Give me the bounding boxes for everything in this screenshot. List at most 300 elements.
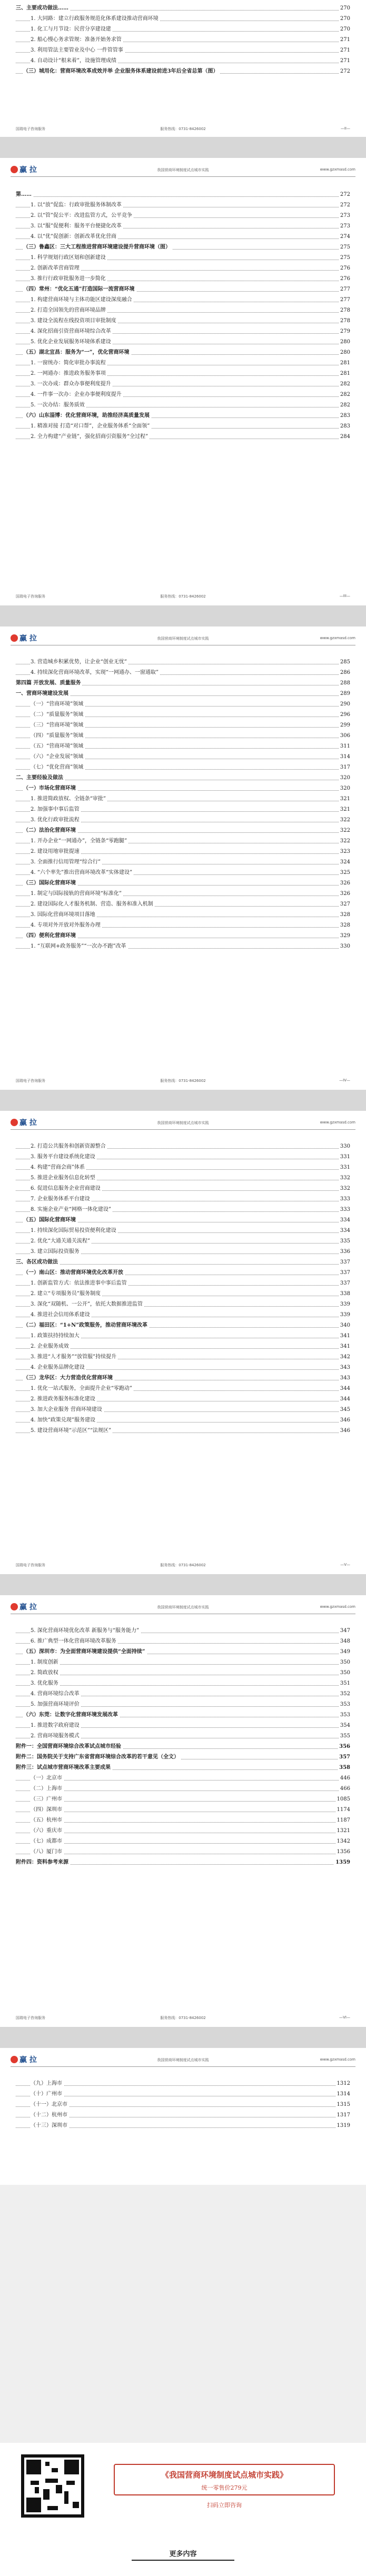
toc-entry-title: 2. 打造公共服务和创新资源整合 bbox=[31, 1141, 107, 1152]
toc-entry-title: 4. 持续深化营商环境改革，实现“一网通办、一窗通取” bbox=[31, 668, 160, 678]
toc-entry[interactable] bbox=[16, 1720, 350, 1731]
toc-entry[interactable] bbox=[16, 190, 350, 200]
toc-entry-page: 336 bbox=[339, 1247, 350, 1257]
header-url[interactable]: www.gzxmasd.com bbox=[320, 1120, 355, 1125]
toc-entry[interactable] bbox=[16, 836, 350, 847]
toc-entry[interactable] bbox=[16, 1257, 350, 1268]
toc-entry[interactable] bbox=[16, 2121, 350, 2131]
toc-entry-title: 1. 政策扶持持续加大 bbox=[31, 1331, 81, 1341]
toc-list bbox=[16, 190, 350, 442]
toc-entry-title: 2. 建设用地审批提速 bbox=[31, 847, 81, 857]
toc-entry[interactable] bbox=[16, 1689, 350, 1699]
toc-entry[interactable] bbox=[16, 731, 350, 741]
toc-entry[interactable] bbox=[16, 857, 350, 868]
toc-entry[interactable] bbox=[16, 1857, 350, 1868]
toc-entry[interactable] bbox=[16, 794, 350, 804]
toc-entry-page: 280 bbox=[339, 337, 350, 347]
toc-entry-page: 1319 bbox=[335, 2121, 350, 2131]
toc-entry-title: 1. 以“放”促监：行政审批服务体制改革 bbox=[31, 200, 123, 211]
toc-entry-page: 277 bbox=[339, 284, 350, 295]
toc-entry[interactable] bbox=[16, 316, 350, 326]
toc-entry[interactable] bbox=[16, 773, 350, 783]
toc-entry-title: 3. 推进“人才服务”“放管服”持续提升 bbox=[31, 1352, 118, 1362]
toc-entry-page: 281 bbox=[339, 369, 350, 379]
toc-entry-page: 1315 bbox=[335, 2100, 350, 2110]
toc-entry[interactable] bbox=[16, 815, 350, 825]
toc-entry-title: 5. 推进企业服务信息化转型 bbox=[31, 1173, 97, 1183]
page-footer bbox=[16, 2015, 350, 2022]
toc-entry-page: 350 bbox=[339, 1657, 350, 1668]
toc-entry-page: 306 bbox=[339, 731, 350, 741]
toc-entry-page: 286 bbox=[339, 668, 350, 678]
toc-entry[interactable] bbox=[16, 1815, 350, 1826]
toc-entry[interactable] bbox=[16, 3, 350, 14]
toc-entry-title: 1. 持续深化国际贸易投资便利化建设 bbox=[31, 1226, 118, 1236]
toc-entry-title: 5. 加强营商环境评价 bbox=[31, 1699, 81, 1710]
toc-entry[interactable] bbox=[16, 1657, 350, 1668]
toc-entry-title: 2. 打造全国领先的营商环境品牌 bbox=[31, 305, 107, 316]
qr-code-icon[interactable] bbox=[21, 2454, 84, 2518]
toc-entry[interactable] bbox=[16, 1636, 350, 1647]
toc-entry[interactable] bbox=[16, 358, 350, 369]
toc-entry-title: 4. 深化招商引资营商环境综合改革 bbox=[31, 326, 113, 337]
toc-entry[interactable] bbox=[16, 1299, 350, 1310]
footer-hotline: 服务热线：0731-8426002 bbox=[160, 2016, 206, 2020]
toc-entry-page: 323 bbox=[339, 847, 350, 857]
toc-entry[interactable] bbox=[16, 326, 350, 337]
toc-entry[interactable] bbox=[16, 1426, 350, 1436]
toc-entry[interactable] bbox=[16, 379, 350, 390]
toc-entry-title: 1. 推进数字政府建设 bbox=[31, 1720, 81, 1731]
toc-entry[interactable] bbox=[16, 232, 350, 242]
toc-entry[interactable] bbox=[16, 1352, 350, 1362]
toc-entry[interactable] bbox=[16, 1405, 350, 1415]
footer-hotline: 服务热线：0731-8426002 bbox=[160, 594, 206, 599]
toc-entry[interactable] bbox=[16, 1678, 350, 1689]
toc-entry[interactable] bbox=[16, 295, 350, 305]
toc-entry[interactable] bbox=[16, 1784, 350, 1794]
toc-entry-page: 281 bbox=[339, 358, 350, 369]
toc-entry-title: 第四篇 开放发展、质量服务 bbox=[16, 678, 82, 689]
toc-entry[interactable] bbox=[16, 699, 350, 710]
toc-entry[interactable] bbox=[16, 678, 350, 689]
toc-entry[interactable] bbox=[16, 1226, 350, 1236]
toc-entry[interactable] bbox=[16, 305, 350, 316]
toc-entry-page: 328 bbox=[339, 910, 350, 920]
toc-entry-title: 2. 以“管”促公平：改进监管方式，公平竞争 bbox=[31, 211, 134, 221]
page-header bbox=[11, 1116, 355, 1130]
toc-entry-title: （四）常州：“优化五通”打造国际一流营商环境 bbox=[23, 284, 136, 295]
toc-entry-page: 1321 bbox=[335, 1826, 350, 1836]
toc-entry-page: 1314 bbox=[335, 2089, 350, 2100]
toc-entry-title: 3. 建设全流程在线投资项目审批制度 bbox=[31, 316, 118, 326]
toc-entry-page: 282 bbox=[339, 400, 350, 411]
toc-entry-title: 3. 优化服务 bbox=[31, 1678, 60, 1689]
toc-entry[interactable] bbox=[16, 899, 350, 910]
toc-entry[interactable] bbox=[16, 1647, 350, 1657]
toc-entry-title: 1. 创新监管方式：依法推进事中事后监管 bbox=[31, 1278, 128, 1289]
toc-entry[interactable] bbox=[16, 1773, 350, 1784]
toc-entry-page: 331 bbox=[339, 1162, 350, 1173]
header-url[interactable]: www.gzxmasd.com bbox=[320, 636, 355, 640]
toc-entry-page: 289 bbox=[339, 689, 350, 699]
header-title: 我国营商环境制度试点城市实践 bbox=[157, 2058, 209, 2062]
more-content-heading: 更多内容 bbox=[169, 2550, 197, 2558]
toc-entry-title: 1. 化工与月节设：民营分享建设建 bbox=[31, 24, 113, 35]
document-page-1 bbox=[0, 0, 366, 137]
toc-entry[interactable] bbox=[16, 347, 350, 358]
toc-entry[interactable] bbox=[16, 689, 350, 699]
toc-entry[interactable] bbox=[16, 2078, 350, 2089]
toc-entry-title: 附件一：全国营商环境综合改革试点城市经验 bbox=[16, 1742, 123, 1752]
toc-entry-title: （五）湖北宜昌：服务为“一”，优化营商环境 bbox=[23, 347, 131, 358]
toc-entry[interactable] bbox=[16, 221, 350, 232]
publisher-logo: 赢 拉 bbox=[11, 2054, 37, 2065]
toc-entry-title: （五）国际化营商环境 bbox=[23, 1215, 77, 1226]
toc-entry[interactable] bbox=[16, 2110, 350, 2121]
toc-entry-page: 270 bbox=[339, 3, 350, 14]
toc-entry[interactable] bbox=[16, 1215, 350, 1226]
toc-list bbox=[16, 1626, 350, 1868]
toc-entry-page: 330 bbox=[339, 941, 350, 952]
toc-entry[interactable] bbox=[16, 284, 350, 295]
toc-entry-title: 2. 加强事中事后监管 bbox=[31, 804, 81, 815]
toc-entry-page: 270 bbox=[339, 14, 350, 24]
qr-module bbox=[64, 2491, 68, 2504]
toc-entry[interactable] bbox=[16, 1310, 350, 1320]
toc-entry-title: 1. 构建营商环境与主体功能区建设深度融合 bbox=[31, 295, 134, 305]
toc-entry-page: 321 bbox=[339, 794, 350, 804]
publisher-logo: 赢 拉 bbox=[11, 164, 37, 175]
toc-entry-title: 5. 深化营商环境优化改革 新服务与“服务能力” bbox=[31, 1626, 141, 1636]
toc-entry-title: （六）山东淄博：优化营商环境，助推经济高质量发展 bbox=[23, 411, 151, 421]
toc-entry-title: （十二）杭州市 bbox=[31, 2110, 69, 2121]
toc-entry-page: 339 bbox=[339, 1299, 350, 1310]
toc-entry[interactable] bbox=[16, 1794, 350, 1805]
footer-company: 国瑞电子咨询服务 bbox=[16, 127, 45, 131]
toc-entry[interactable] bbox=[16, 920, 350, 931]
toc-entry[interactable] bbox=[16, 741, 350, 752]
toc-entry[interactable] bbox=[16, 24, 350, 35]
toc-entry-title: （三）鲁鑫区：三大工程推进营商环境建设提升营商环境（图） bbox=[23, 242, 172, 253]
toc-entry-page: 337 bbox=[339, 1278, 350, 1289]
toc-entry-page: 278 bbox=[339, 305, 350, 316]
toc-entry[interactable] bbox=[16, 931, 350, 941]
toc-entry-title: 6. 促进信息服务企业营商建设 bbox=[31, 1183, 102, 1194]
toc-entry-page: 317 bbox=[339, 762, 350, 773]
toc-entry[interactable] bbox=[16, 14, 350, 24]
header-url[interactable]: www.gzxmasd.com bbox=[320, 167, 355, 172]
toc-entry-title: （一）“营商环境”领域 bbox=[31, 699, 85, 710]
toc-entry[interactable] bbox=[16, 2089, 350, 2100]
toc-entry-page: 358 bbox=[338, 1763, 350, 1773]
toc-entry-page: 346 bbox=[339, 1415, 350, 1426]
toc-entry[interactable] bbox=[16, 1268, 350, 1278]
header-url[interactable]: www.gzxmasd.com bbox=[320, 1605, 355, 1609]
toc-entry-page: 282 bbox=[339, 379, 350, 390]
header-title: 我国营商环境制度试点城市实践 bbox=[157, 636, 209, 641]
toc-entry[interactable] bbox=[16, 390, 350, 400]
toc-entry-title: （四）“质量服务”领域 bbox=[31, 731, 85, 741]
toc-entry[interactable] bbox=[16, 1362, 350, 1373]
toc-entry[interactable] bbox=[16, 1331, 350, 1341]
footer-page-number: —VI— bbox=[339, 2015, 350, 2020]
toc-entry-title: 3. 营造城乡积累优势，让企业“创业无忧” bbox=[31, 657, 128, 668]
toc-entry[interactable] bbox=[16, 1752, 350, 1763]
toc-entry-page: 343 bbox=[339, 1373, 350, 1384]
footer-hotline: 服务热线：0731-8426002 bbox=[160, 127, 206, 131]
toc-entry-title: 3. 推行行政审批服务进一步简化 bbox=[31, 274, 107, 284]
toc-entry-page: 354 bbox=[339, 1720, 350, 1731]
toc-entry-page: 353 bbox=[339, 1699, 350, 1710]
toc-entry[interactable] bbox=[16, 1384, 350, 1394]
qr-module bbox=[52, 2468, 58, 2472]
toc-entry-title: （三）国际化营商环境 bbox=[23, 878, 77, 889]
toc-entry-title: 3. 服务平台建设系统化建设 bbox=[31, 1152, 97, 1162]
toc-entry[interactable] bbox=[16, 1162, 350, 1173]
footer-company: 国瑞电子咨询服务 bbox=[16, 594, 45, 599]
toc-entry-title: 附件四：资料参考来源 bbox=[16, 1857, 70, 1868]
toc-entry-page: 352 bbox=[339, 1689, 350, 1699]
toc-entry-title: 1. 大同路：建立行政服务规范化体系建设推动营商环境 bbox=[31, 14, 160, 24]
toc-entry[interactable] bbox=[16, 710, 350, 720]
toc-entry-page: 334 bbox=[339, 1226, 350, 1236]
toc-entry-title: （九）上海市 bbox=[31, 2078, 64, 2089]
toc-entry[interactable] bbox=[16, 657, 350, 668]
toc-list bbox=[16, 1141, 350, 1436]
toc-entry-page: 320 bbox=[339, 783, 350, 794]
toc-entry[interactable] bbox=[16, 878, 350, 889]
toc-entry-title: 4. 构建“营商会商”体系 bbox=[31, 1162, 86, 1173]
toc-entry[interactable] bbox=[16, 369, 350, 379]
page-header bbox=[11, 1600, 355, 1614]
toc-entry-title: （五）“营商环境”领域 bbox=[31, 741, 85, 752]
toc-entry[interactable] bbox=[16, 253, 350, 263]
toc-entry[interactable] bbox=[16, 889, 350, 899]
toc-entry-page: 1085 bbox=[335, 1794, 350, 1805]
page-gap bbox=[0, 2027, 366, 2048]
toc-entry[interactable] bbox=[16, 1247, 350, 1257]
toc-entry[interactable] bbox=[16, 941, 350, 952]
toc-entry-title: 2. 船心慢心务求管规：准备开始务求管 bbox=[31, 35, 123, 45]
qr-module bbox=[56, 2485, 62, 2493]
toc-entry[interactable] bbox=[16, 2100, 350, 2110]
toc-entry[interactable] bbox=[16, 1836, 350, 1847]
toc-entry-title: （六）“企业发展”领域 bbox=[31, 752, 85, 762]
toc-entry-page: 1356 bbox=[335, 1847, 350, 1857]
toc-entry[interactable] bbox=[16, 421, 350, 432]
toc-entry[interactable] bbox=[16, 1373, 350, 1384]
toc-entry-page: 1312 bbox=[335, 2078, 350, 2089]
toc-entry-title: 2. 营商环境服务模式 bbox=[31, 1731, 81, 1742]
page-header bbox=[11, 2053, 355, 2067]
toc-entry-page: 276 bbox=[339, 274, 350, 284]
toc-entry[interactable] bbox=[16, 1847, 350, 1857]
toc-entry-title: 4. 专项对外开放对外服务办理 bbox=[31, 920, 102, 931]
toc-entry-page: 328 bbox=[339, 920, 350, 931]
toc-entry[interactable] bbox=[16, 1141, 350, 1152]
toc-entry-page: 338 bbox=[339, 1289, 350, 1299]
toc-entry-page: 333 bbox=[339, 1205, 350, 1215]
toc-entry[interactable] bbox=[16, 868, 350, 878]
toc-entry-title: （十）广州市 bbox=[31, 2089, 64, 2100]
toc-entry-title: （十一）北京市 bbox=[31, 2100, 69, 2110]
toc-entry-page: 283 bbox=[339, 411, 350, 421]
toc-entry-title: （三）广州市 bbox=[31, 1794, 64, 1805]
footer-page-number: —III— bbox=[339, 594, 350, 598]
toc-entry[interactable] bbox=[16, 1626, 350, 1636]
toc-entry-page: 330 bbox=[339, 1141, 350, 1152]
toc-entry[interactable] bbox=[16, 1699, 350, 1710]
toc-entry[interactable] bbox=[16, 1394, 350, 1405]
toc-entry[interactable] bbox=[16, 45, 350, 56]
toc-entry-title: （八）厦门市 bbox=[31, 1847, 64, 1857]
toc-entry[interactable] bbox=[16, 400, 350, 411]
book-title: 《我国营商环境制度试点城市实践》 bbox=[161, 2470, 288, 2480]
toc-entry[interactable] bbox=[16, 1668, 350, 1678]
toc-entry[interactable] bbox=[16, 1763, 350, 1773]
toc-entry[interactable] bbox=[16, 752, 350, 762]
toc-entry[interactable] bbox=[16, 274, 350, 284]
toc-entry-title: 二、主要经验及做法 bbox=[16, 773, 65, 783]
toc-entry[interactable] bbox=[16, 1173, 350, 1183]
footer-page-number: —V— bbox=[340, 1563, 350, 1567]
toc-entry[interactable] bbox=[16, 1826, 350, 1836]
toc-list bbox=[16, 3, 350, 77]
toc-entry-title: 2. 企业服务成效 bbox=[31, 1341, 71, 1352]
toc-entry[interactable] bbox=[16, 263, 350, 274]
toc-entry-title: （七）“优化营商”领域 bbox=[31, 762, 85, 773]
publisher-logo: 赢 拉 bbox=[11, 1117, 37, 1128]
toc-entry[interactable] bbox=[16, 1710, 350, 1720]
toc-entry[interactable] bbox=[16, 910, 350, 920]
toc-entry[interactable] bbox=[16, 1236, 350, 1247]
toc-entry[interactable] bbox=[16, 1341, 350, 1352]
toc-entry[interactable] bbox=[16, 762, 350, 773]
toc-entry-title: 一、营商环境建设发展 bbox=[16, 689, 70, 699]
toc-entry-title: 三、各区成功做法 bbox=[16, 1257, 60, 1268]
toc-entry-page: 311 bbox=[339, 741, 350, 752]
toc-entry-title: 4. 推进社会信用体系建设 bbox=[31, 1310, 92, 1320]
toc-entry[interactable] bbox=[16, 411, 350, 421]
toc-entry-page: 446 bbox=[339, 1773, 350, 1784]
toc-entry-page: 350 bbox=[339, 1668, 350, 1678]
toc-entry[interactable] bbox=[16, 847, 350, 857]
toc-entry-title: （六）重庆市 bbox=[31, 1826, 64, 1836]
toc-entry-page: 270 bbox=[339, 24, 350, 35]
toc-entry-page: 321 bbox=[339, 804, 350, 815]
toc-entry-page: 351 bbox=[339, 1678, 350, 1689]
toc-entry-title: 6. 推广典型一体化营商环境改革服务 bbox=[31, 1636, 118, 1647]
toc-entry[interactable] bbox=[16, 1152, 350, 1162]
toc-entry-title: 3. 国际化营商环境项目落地 bbox=[31, 910, 97, 920]
toc-entry[interactable] bbox=[16, 1415, 350, 1426]
toc-entry-page: 273 bbox=[339, 221, 350, 232]
toc-entry-title: 2. 简政放权 bbox=[31, 1668, 60, 1678]
toc-entry-page: 356 bbox=[338, 1742, 350, 1752]
toc-entry-title: 3. 优化行政审批流程 bbox=[31, 815, 81, 825]
toc-entry[interactable] bbox=[16, 1183, 350, 1194]
promo-banner bbox=[0, 2443, 366, 2532]
toc-entry-title: 三、主要成功做法…… bbox=[16, 3, 70, 14]
toc-entry-title: （二）福田区：“1+N”政策服务，推动营商环境改革 bbox=[23, 1320, 149, 1331]
toc-entry[interactable] bbox=[16, 35, 350, 45]
toc-entry-title: （七）成都市 bbox=[31, 1836, 64, 1847]
toc-entry[interactable] bbox=[16, 242, 350, 253]
toc-entry-title: 2. 优化“大通关通关流程” bbox=[31, 1236, 92, 1247]
toc-entry-title: 5. 建设营商环境“示范区”“法规区” bbox=[31, 1426, 113, 1436]
toc-entry-title: （十三）深圳市 bbox=[31, 2121, 69, 2131]
toc-entry-page: 326 bbox=[339, 889, 350, 899]
toc-entry[interactable] bbox=[16, 783, 350, 794]
toc-entry-page: 326 bbox=[339, 878, 350, 889]
toc-entry-title: 附件二：国务院关于支持广东省营商环境综合改革的若干意见（全文） bbox=[16, 1752, 181, 1763]
toc-entry-page: 335 bbox=[339, 1236, 350, 1247]
qr-module bbox=[45, 2479, 58, 2483]
toc-entry-page: 329 bbox=[339, 931, 350, 941]
toc-entry[interactable] bbox=[16, 1278, 350, 1289]
toc-entry[interactable] bbox=[16, 1194, 350, 1205]
toc-entry[interactable] bbox=[16, 200, 350, 211]
toc-entry[interactable] bbox=[16, 804, 350, 815]
toc-entry[interactable] bbox=[16, 1205, 350, 1215]
toc-entry-page: 288 bbox=[339, 678, 350, 689]
toc-entry[interactable] bbox=[16, 1742, 350, 1752]
toc-entry[interactable] bbox=[16, 720, 350, 731]
header-url[interactable]: www.gzxmasd.com bbox=[320, 2057, 355, 2062]
toc-entry-title: （五）深圳市：为全面营商环境建设提供“全面持续” bbox=[23, 1647, 147, 1657]
page-header bbox=[11, 632, 355, 645]
toc-entry-title: （一）市场化营商环境 bbox=[23, 783, 77, 794]
toc-entry-title: 第…… bbox=[16, 190, 33, 200]
toc-entry[interactable] bbox=[16, 825, 350, 836]
toc-entry[interactable] bbox=[16, 211, 350, 221]
toc-entry[interactable] bbox=[16, 432, 350, 442]
toc-entry[interactable] bbox=[16, 1289, 350, 1299]
toc-entry[interactable] bbox=[16, 66, 350, 77]
toc-entry-title: （二）法治化营商环境 bbox=[23, 825, 77, 836]
toc-entry-page: 344 bbox=[339, 1394, 350, 1405]
scan-to-consult: 扫码立即咨询 bbox=[207, 2502, 242, 2509]
toc-entry-title: 2. 全力构建“产业链”，强化招商引资服务“全过程” bbox=[31, 432, 150, 442]
toc-entry-page: 322 bbox=[339, 836, 350, 847]
toc-entry[interactable] bbox=[16, 1320, 350, 1331]
toc-entry-title: （六）东莞：让数字化营商环境发展改革 bbox=[23, 1710, 120, 1720]
toc-entry-page: 272 bbox=[339, 200, 350, 211]
document-page-4 bbox=[0, 1111, 366, 1574]
toc-entry-title: 1. 科学规划行政区划和创新建设 bbox=[31, 253, 107, 263]
toc-entry[interactable] bbox=[16, 337, 350, 347]
toc-entry-page: 345 bbox=[339, 1405, 350, 1415]
qr-module bbox=[45, 2462, 50, 2466]
toc-entry-title: 2. 推进政务服务标准化建设 bbox=[31, 1394, 97, 1405]
toc-entry-page: 357 bbox=[338, 1752, 350, 1763]
toc-entry-page: 349 bbox=[339, 1647, 350, 1657]
toc-entry-page: 331 bbox=[339, 1152, 350, 1162]
publisher-logo: 赢 拉 bbox=[11, 633, 37, 643]
toc-entry[interactable] bbox=[16, 668, 350, 678]
toc-entry-page: 333 bbox=[339, 1194, 350, 1205]
toc-entry-page: 339 bbox=[339, 1310, 350, 1320]
page-header bbox=[11, 163, 355, 177]
footer-company: 国瑞电子咨询服务 bbox=[16, 1563, 45, 1567]
toc-entry[interactable] bbox=[16, 56, 350, 66]
toc-entry[interactable] bbox=[16, 1805, 350, 1815]
toc-entry-title: 2. 建立“专项服务员”服务制度 bbox=[31, 1289, 102, 1299]
page-gap bbox=[0, 1574, 366, 1595]
toc-entry[interactable] bbox=[16, 1731, 350, 1742]
toc-entry-page: 322 bbox=[339, 825, 350, 836]
